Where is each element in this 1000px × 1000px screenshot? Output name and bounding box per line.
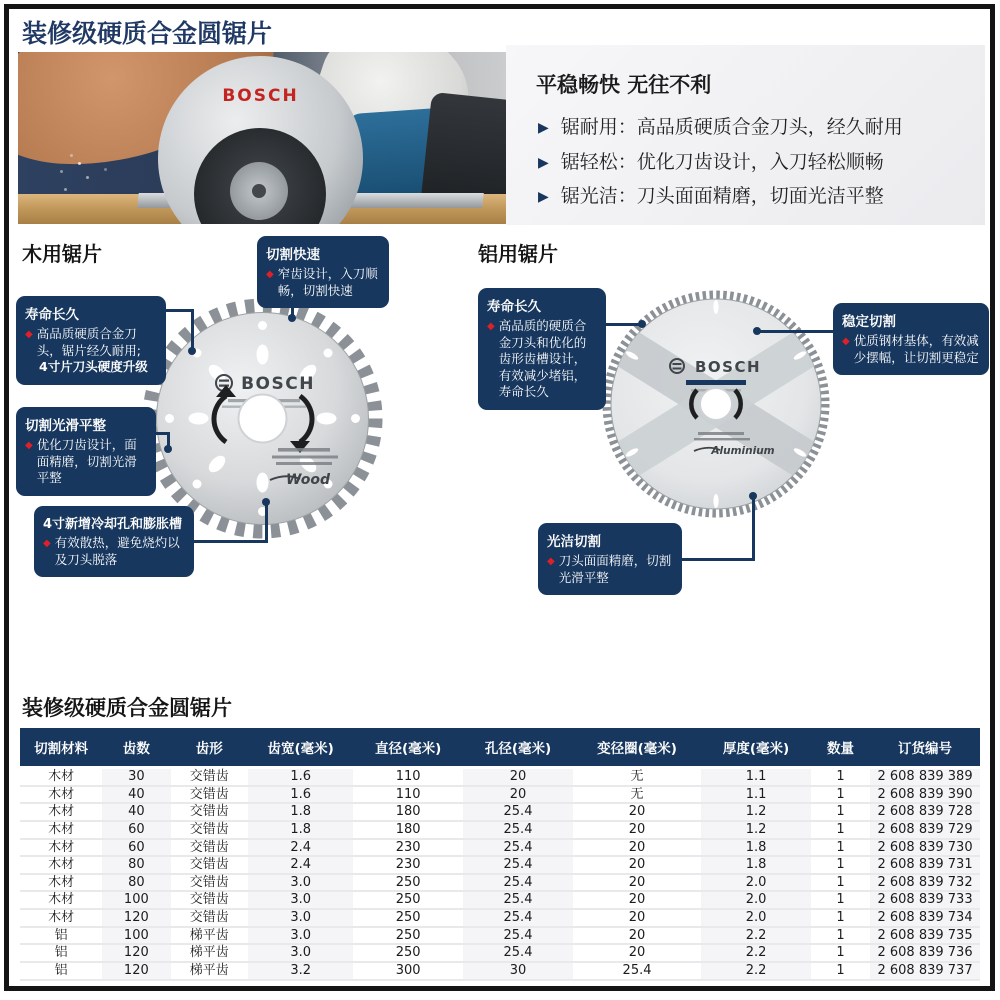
callout-connector: [682, 558, 755, 561]
table-cell: 30: [102, 768, 170, 786]
table-cell: 20: [573, 803, 701, 821]
table-cell: 交错齿: [171, 839, 249, 857]
table-row: [20, 803, 980, 821]
table-cell: 25.4: [463, 944, 573, 962]
table-cell: 1.8: [248, 821, 353, 839]
table-cell: 80: [102, 874, 170, 892]
table-cell: 250: [353, 909, 463, 927]
table-cell: 2 608 839 735: [870, 927, 980, 945]
feature-item: [536, 184, 985, 210]
diamond-bullet-icon: ◆: [43, 538, 51, 549]
column-header: 直径(毫米): [353, 728, 463, 768]
table-cell: 20: [463, 768, 573, 786]
table-cell: 120: [102, 944, 170, 962]
table-cell: 2 608 839 728: [870, 803, 980, 821]
table-cell: 20: [573, 821, 701, 839]
table-cell: 1: [811, 856, 870, 874]
table-cell: 2.2: [701, 927, 811, 945]
table-row: [20, 786, 980, 804]
table-cell: 120: [102, 909, 170, 927]
callout-clean-cutting: [538, 523, 682, 595]
table-cell: 2 608 839 389: [870, 768, 980, 786]
table-cell: 300: [353, 962, 463, 980]
callout-connector: [166, 309, 194, 312]
table-cell: 100: [102, 927, 170, 945]
table-cell: 40: [102, 803, 170, 821]
wood-section-label: 木用锯片: [22, 242, 102, 266]
table-cell: 25.4: [463, 821, 573, 839]
table-row: [20, 927, 980, 945]
table-cell: 2 608 839 390: [870, 786, 980, 804]
callout-dot: [188, 347, 196, 355]
table-cell: 交错齿: [171, 891, 249, 909]
table-row: [20, 891, 980, 909]
column-header: 齿形: [171, 728, 249, 768]
table-cell: 木材: [20, 786, 102, 804]
callout-title: 切割快速: [266, 247, 320, 263]
table-cell: 木材: [20, 821, 102, 839]
table-cell: 1: [811, 927, 870, 945]
feature-text: 锯光洁：刀头面面精磨，切面光洁平整: [560, 185, 884, 208]
table-cell: 2.0: [701, 891, 811, 909]
table-cell: 20: [573, 874, 701, 892]
features-list: [536, 115, 985, 210]
table-cell: 1: [811, 768, 870, 786]
table-cell: 1.6: [248, 786, 353, 804]
table-row: [20, 909, 980, 927]
callout-text: 优化刀齿设计，面面精磨，切割光滑平整: [36, 437, 137, 485]
callout-connector: [194, 540, 268, 543]
column-header: 数量: [811, 728, 870, 768]
table-cell: 交错齿: [171, 786, 249, 804]
table-cell: 梯平齿: [171, 944, 249, 962]
saw-blade-hub: [230, 162, 288, 220]
callout-text: 窄齿设计，入刀顺畅，切割快速: [277, 266, 378, 298]
table-cell: 铝: [20, 962, 102, 980]
table-cell: 2.4: [248, 856, 353, 874]
spec-table-header-row: [20, 728, 980, 768]
table-cell: 1: [811, 944, 870, 962]
spec-table: [20, 728, 980, 981]
diamond-bullet-icon: ◆: [487, 321, 495, 332]
table-cell: 100: [102, 891, 170, 909]
table-cell: 木材: [20, 891, 102, 909]
table-cell: 25.4: [463, 839, 573, 857]
table-cell: 1: [811, 786, 870, 804]
hero-photo: [18, 52, 506, 224]
callout-text: 高品质的硬质合金刀头和优化的齿形齿槽设计，有效减少堵铝，寿命长久: [498, 318, 587, 399]
callout-smooth-cutting: [16, 407, 156, 496]
table-cell: 梯平齿: [171, 927, 249, 945]
table-cell: 1: [811, 803, 870, 821]
page-title: 装修级硬质合金圆锯片: [22, 19, 273, 48]
callout-dot: [288, 314, 296, 322]
sawdust: [78, 162, 81, 165]
table-cell: 120: [102, 962, 170, 980]
callout-connector: [752, 497, 755, 561]
table-cell: 20: [573, 944, 701, 962]
table-cell: 2.4: [248, 839, 353, 857]
table-row: [20, 856, 980, 874]
callout-title: 切割光滑平整: [25, 418, 106, 434]
table-cell: 木材: [20, 839, 102, 857]
table-cell: 3.0: [248, 891, 353, 909]
center-hole: [239, 395, 287, 443]
table-cell: 3.2: [248, 962, 353, 980]
table-cell: 25.4: [463, 803, 573, 821]
table-cell: 2 608 839 736: [870, 944, 980, 962]
table-cell: 木材: [20, 909, 102, 927]
spec-text-lines: [272, 448, 338, 465]
callout-stable-cutting: [833, 303, 989, 375]
column-header: 孔径(毫米): [463, 728, 573, 768]
callout-long-life-wood: [16, 296, 166, 385]
bullet-triangle-icon: ▶: [538, 154, 549, 171]
table-cell: 2 608 839 733: [870, 891, 980, 909]
table-cell: 2 608 839 734: [870, 909, 980, 927]
table-row: [20, 821, 980, 839]
table-cell: 2.2: [701, 944, 811, 962]
callout-text: 高品质硬质合金刀头，锯片经久耐用;: [36, 326, 141, 358]
table-cell: 1: [811, 874, 870, 892]
alu-section-label: 铝用锯片: [478, 242, 558, 266]
bosch-brand-text: BOSCH: [694, 358, 762, 376]
table-cell: 2.2: [701, 962, 811, 980]
table-cell: 2.0: [701, 909, 811, 927]
table-cell: 25.4: [463, 927, 573, 945]
alu-blade-image: [598, 286, 834, 522]
diamond-bullet-icon: ◆: [547, 556, 555, 567]
column-header: 齿数: [102, 728, 170, 768]
table-cell: 20: [463, 786, 573, 804]
table-cell: 20: [573, 927, 701, 945]
table-cell: 1: [811, 909, 870, 927]
callout-text-bold: 4寸片刀头硬度升级: [39, 359, 148, 374]
wood-material-label: Wood: [286, 472, 330, 488]
callout-connector: [191, 309, 194, 350]
saw-blade-opening: [194, 128, 326, 224]
callout-connector: [606, 323, 642, 326]
column-header: 变径圈(毫米): [573, 728, 701, 768]
table-cell: 1.1: [701, 768, 811, 786]
feature-item: [536, 150, 985, 176]
table-cell: 20: [573, 909, 701, 927]
saw-arbor-bolt: [252, 184, 266, 198]
callout-long-life-alu: [478, 288, 606, 410]
features-panel: [506, 45, 985, 225]
table-cell: 250: [353, 874, 463, 892]
table-cell: 25.4: [463, 856, 573, 874]
table-cell: 1.8: [701, 839, 811, 857]
table-row: [20, 944, 980, 962]
bullet-triangle-icon: ▶: [538, 189, 549, 206]
feature-text: 锯耐用：高品质硬质合金刀头，经久耐用: [560, 116, 903, 138]
callout-dot: [638, 320, 646, 328]
callout-cooling-holes: [34, 506, 194, 577]
table-cell: 1.2: [701, 821, 811, 839]
feature-text: 锯轻松：优化刀齿设计，入刀轻松顺畅: [560, 150, 884, 173]
diamond-bullet-icon: ◆: [25, 440, 33, 451]
table-cell: 25.4: [463, 909, 573, 927]
table-row: [20, 962, 980, 980]
callout-fast-cutting: [257, 236, 389, 308]
diamond-bullet-icon: ◆: [266, 269, 274, 280]
diamond-bullet-icon: ◆: [25, 329, 33, 340]
alu-material-label: Aluminium: [711, 445, 775, 457]
table-cell: 木材: [20, 874, 102, 892]
callout-connector: [265, 503, 268, 543]
table-row: [20, 874, 980, 892]
callout-connector: [759, 330, 835, 333]
table-cell: 250: [353, 891, 463, 909]
table-cell: 交错齿: [171, 768, 249, 786]
table-cell: 30: [463, 962, 573, 980]
table-cell: 25.4: [463, 891, 573, 909]
table-cell: 80: [102, 856, 170, 874]
table-cell: 25.4: [573, 962, 701, 980]
table-cell: 木材: [20, 856, 102, 874]
table-cell: 铝: [20, 944, 102, 962]
table-row: [20, 839, 980, 857]
table-cell: 无: [573, 786, 701, 804]
table-cell: 2 608 839 729: [870, 821, 980, 839]
spec-table-title: 装修级硬质合金圆锯片: [22, 696, 232, 720]
table-cell: 3.0: [248, 874, 353, 892]
column-header: 订货编号: [870, 728, 980, 768]
center-hole: [700, 388, 732, 420]
table-cell: 1.2: [701, 803, 811, 821]
diamond-bullet-icon: ◆: [842, 336, 850, 347]
table-cell: 1: [811, 821, 870, 839]
column-header: 切割材料: [20, 728, 102, 768]
table-cell: 梯平齿: [171, 962, 249, 980]
table-cell: 20: [573, 839, 701, 857]
table-cell: 1.1: [701, 786, 811, 804]
table-cell: 交错齿: [171, 803, 249, 821]
table-cell: 180: [353, 821, 463, 839]
table-cell: 交错齿: [171, 856, 249, 874]
table-row: [20, 768, 980, 786]
table-cell: 180: [353, 803, 463, 821]
callout-text: 刀头面面精磨，切割光滑平整: [558, 553, 672, 585]
table-cell: 20: [573, 856, 701, 874]
table-cell: 木材: [20, 768, 102, 786]
table-cell: 1: [811, 839, 870, 857]
table-cell: 2 608 839 732: [870, 874, 980, 892]
feature-item: [536, 115, 985, 141]
table-cell: 1: [811, 891, 870, 909]
table-cell: 230: [353, 839, 463, 857]
features-heading: 平稳畅快 无往不利: [536, 73, 712, 97]
table-cell: 20: [573, 891, 701, 909]
table-cell: 60: [102, 839, 170, 857]
bosch-logo-text: BOSCH: [222, 86, 299, 106]
table-cell: 250: [353, 944, 463, 962]
table-cell: 1.8: [248, 803, 353, 821]
bullet-triangle-icon: ▶: [538, 120, 549, 136]
table-cell: 3.0: [248, 944, 353, 962]
callout-dot: [749, 492, 757, 500]
table-cell: 40: [102, 786, 170, 804]
table-cell: 2 608 839 730: [870, 839, 980, 857]
table-cell: 60: [102, 821, 170, 839]
table-cell: 250: [353, 927, 463, 945]
table-cell: 铝: [20, 927, 102, 945]
callout-title: 4寸新增冷却孔和膨胀槽: [43, 517, 183, 532]
table-cell: 25.4: [463, 874, 573, 892]
table-cell: 3.0: [248, 927, 353, 945]
table-cell: 1.6: [248, 768, 353, 786]
table-cell: 无: [573, 768, 701, 786]
callout-text: 有效散热，避免烧灼以及刀头脱落: [54, 535, 180, 567]
callout-dot: [753, 327, 761, 335]
table-cell: 110: [353, 786, 463, 804]
table-cell: 1.8: [701, 856, 811, 874]
column-header: 厚度(毫米): [701, 728, 811, 768]
table-cell: 1: [811, 962, 870, 980]
table-cell: 交错齿: [171, 874, 249, 892]
callout-title: 光洁切割: [547, 534, 601, 550]
callout-text: 优质钢材基体，有效减少摆幅，让切割更稳定: [853, 333, 979, 365]
spec-table-body: [20, 768, 980, 980]
column-header: 齿宽(毫米): [248, 728, 353, 768]
callout-dot: [164, 445, 172, 453]
table-cell: 2 608 839 731: [870, 856, 980, 874]
table-cell: 交错齿: [171, 821, 249, 839]
table-cell: 230: [353, 856, 463, 874]
table-cell: 木材: [20, 803, 102, 821]
bosch-brand-text: BOSCH: [241, 374, 315, 394]
callout-title: 寿命长久: [25, 307, 79, 323]
callout-dot: [262, 498, 270, 506]
table-cell: 2.0: [701, 874, 811, 892]
table-cell: 交错齿: [171, 909, 249, 927]
callout-title: 稳定切割: [842, 314, 896, 330]
table-cell: 2 608 839 737: [870, 962, 980, 980]
callout-title: 寿命长久: [487, 299, 541, 315]
table-cell: 3.0: [248, 909, 353, 927]
table-cell: 110: [353, 768, 463, 786]
